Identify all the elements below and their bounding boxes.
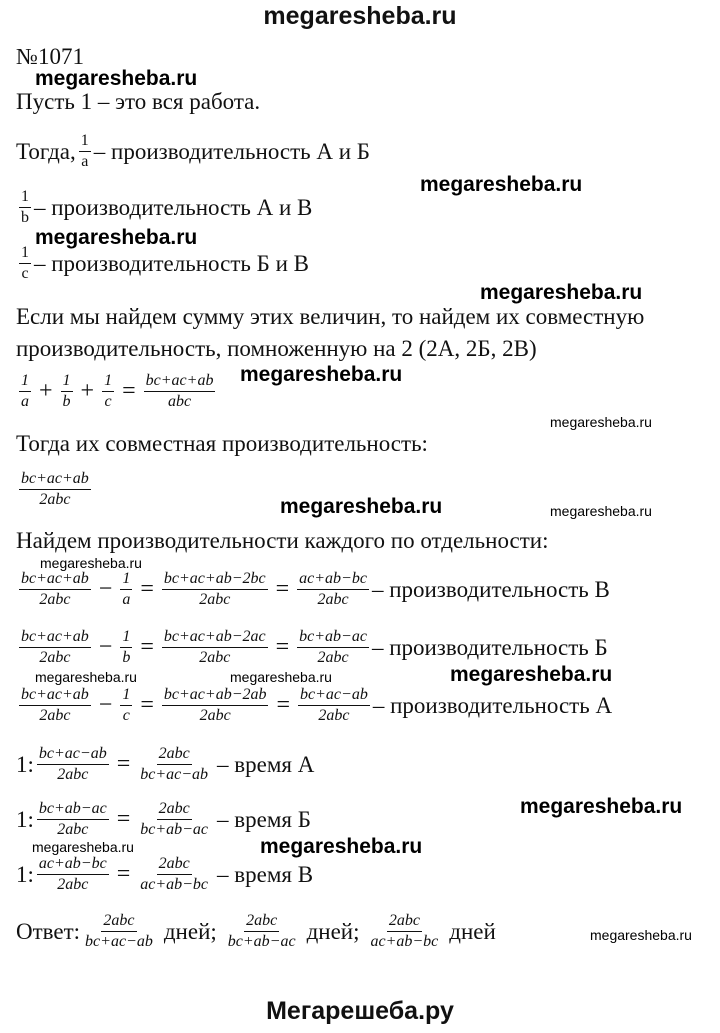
numerator: ac+ab−bc xyxy=(37,855,109,875)
operator: − xyxy=(98,692,113,718)
operator: = xyxy=(140,692,154,718)
fraction xyxy=(138,800,210,839)
text: 1: xyxy=(16,861,34,887)
denominator: 2abc xyxy=(57,821,89,838)
op: + xyxy=(39,378,53,404)
numerator: bc+ac−ab xyxy=(37,745,109,765)
site-header[interactable]: megaresheba.ru xyxy=(263,2,457,30)
numerator: 2abc xyxy=(157,855,192,875)
fraction xyxy=(37,855,109,894)
text-line xyxy=(16,132,370,171)
fraction xyxy=(19,372,31,411)
operator: − xyxy=(98,634,113,660)
numerator: 1 xyxy=(120,628,132,648)
denominator: bc+ac−ab xyxy=(140,766,209,783)
numerator: bc+ab−ac xyxy=(297,628,369,648)
denominator: 2abc xyxy=(199,649,231,666)
numerator: 1 xyxy=(79,132,91,152)
denominator: c xyxy=(104,393,112,410)
numerator: 2abc xyxy=(157,800,192,820)
denominator: b xyxy=(21,209,29,226)
denominator: 2abc xyxy=(317,591,349,608)
watermark: megaresheba.ru xyxy=(35,226,198,249)
fraction xyxy=(297,628,369,667)
fraction xyxy=(162,570,268,609)
text-line: Если мы найдем сумму этих величин, то найдем их совместную xyxy=(16,304,645,329)
answer-line xyxy=(16,912,496,951)
task-number: №1071 xyxy=(16,44,84,69)
denominator: bc+ab−ac xyxy=(140,821,209,838)
watermark: megaresheba.ru xyxy=(40,555,142,571)
fraction xyxy=(162,686,269,725)
numerator: 1 xyxy=(102,372,114,392)
watermark: megaresheba.ru xyxy=(230,669,332,685)
fraction xyxy=(19,244,31,283)
fraction xyxy=(138,745,210,784)
numerator: 2abc xyxy=(157,745,192,765)
fraction xyxy=(19,470,91,509)
operator: = xyxy=(275,576,290,602)
text-line: Найдем производительности каждого по отдельности: xyxy=(16,528,549,553)
denominator: 2abc xyxy=(199,707,231,724)
operator: = xyxy=(116,806,131,832)
fraction xyxy=(37,800,109,839)
numerator: bc+ac+ab xyxy=(19,470,91,490)
row-label: – время Б xyxy=(217,806,311,832)
numerator: bc+ac+ab xyxy=(144,372,216,392)
time-row xyxy=(16,745,314,784)
numerator: 1 xyxy=(120,686,132,706)
numerator: 1 xyxy=(61,372,73,392)
denominator: a xyxy=(122,591,131,608)
productivity-row xyxy=(16,570,610,609)
fraction xyxy=(226,912,298,951)
operator: = xyxy=(275,634,290,660)
numerator: bc+ac+ab xyxy=(19,570,91,590)
time-row xyxy=(16,855,313,894)
text: дней; xyxy=(306,918,360,944)
denominator: 2abc xyxy=(199,591,231,608)
numerator: ac+ab−bc xyxy=(297,570,369,590)
denominator: 2abc xyxy=(57,876,89,893)
denominator: ac+ab−bc xyxy=(370,933,439,950)
denominator: 2abc xyxy=(39,591,71,608)
fraction xyxy=(138,855,210,894)
row-label: – производительность Б xyxy=(371,634,608,660)
fraction xyxy=(144,372,216,411)
numerator: 2abc xyxy=(101,912,136,932)
text: дней xyxy=(449,918,496,944)
joint-fraction xyxy=(16,470,94,509)
numerator: bc+ac+ab xyxy=(19,628,91,648)
fraction xyxy=(120,570,132,609)
text: – производительность А и Б xyxy=(93,138,371,164)
text: 1: xyxy=(16,806,34,832)
watermark: megaresheba.ru xyxy=(550,503,652,519)
fraction xyxy=(162,628,268,667)
fraction xyxy=(19,686,91,725)
denominator: ac+ab−bc xyxy=(140,876,209,893)
denominator: c xyxy=(122,707,130,724)
operator: − xyxy=(98,576,113,602)
operator: = xyxy=(116,751,131,777)
numerator: bc+ac+ab−2bc xyxy=(162,570,268,590)
denominator: abc xyxy=(167,393,192,410)
numerator: 1 xyxy=(120,570,132,590)
numerator: bc+ac+ab−2ab xyxy=(162,686,269,706)
denominator: 2abc xyxy=(317,649,349,666)
watermark: megaresheba.ru xyxy=(280,495,443,518)
text-line: производительность, помноженную на 2 (2А, 2Б, 2В) xyxy=(16,336,537,361)
fraction xyxy=(102,372,114,411)
numerator: bc+ac+ab−2ac xyxy=(162,628,268,648)
fraction xyxy=(120,628,132,667)
row-label: – время А xyxy=(217,751,315,777)
watermark: megaresheba.ru xyxy=(420,173,583,196)
text: – производительность А и В xyxy=(34,194,313,220)
watermark: megaresheba.ru xyxy=(260,835,423,858)
numerator: 1 xyxy=(19,188,31,208)
text-line: Пусть 1 – это вся работа. xyxy=(16,89,261,114)
denominator: c xyxy=(21,265,29,282)
fraction xyxy=(298,686,370,725)
denominator: b xyxy=(122,649,131,666)
answer-label: Ответ: xyxy=(16,918,81,944)
denominator: b xyxy=(62,393,71,410)
productivity-row xyxy=(16,686,612,725)
numerator: bc+ab−ac xyxy=(37,800,109,820)
operator: = xyxy=(140,576,154,602)
denominator: bc+ab−ac xyxy=(227,933,296,950)
time-row xyxy=(16,800,311,839)
op: + xyxy=(80,378,95,404)
fraction xyxy=(79,132,91,171)
denominator: 2abc xyxy=(39,491,71,508)
watermark: megaresheba.ru xyxy=(35,669,137,685)
text: Тогда, xyxy=(16,138,76,164)
denominator: bc+ac−ab xyxy=(85,933,153,950)
text-line xyxy=(16,188,312,227)
operator: = xyxy=(116,861,131,887)
text-line xyxy=(16,244,309,283)
denominator: 2abc xyxy=(39,649,71,666)
text: дней; xyxy=(163,918,217,944)
text-line: Тогда их совместная производительность: xyxy=(16,431,428,456)
row-label: – время В xyxy=(217,861,314,887)
denominator: a xyxy=(81,153,89,170)
op: = xyxy=(122,378,136,404)
fraction xyxy=(19,570,91,609)
watermark: megaresheba.ru xyxy=(450,663,613,686)
text: 1: xyxy=(16,751,34,777)
fraction xyxy=(19,628,91,667)
denominator: 2abc xyxy=(318,707,350,724)
numerator: bc+ac+ab xyxy=(19,686,91,706)
fraction xyxy=(37,745,109,784)
row-label: – производительность А xyxy=(372,692,613,718)
denominator: 2abc xyxy=(39,707,71,724)
numerator: bc+ac−ab xyxy=(298,686,370,706)
fraction xyxy=(83,912,155,951)
row-label: – производительность В xyxy=(371,576,610,602)
operator: = xyxy=(276,692,291,718)
denominator: a xyxy=(21,393,29,410)
watermark: megaresheba.ru xyxy=(550,414,652,430)
sum-equation xyxy=(16,372,218,411)
watermark: megaresheba.ru xyxy=(520,795,683,818)
fraction xyxy=(297,570,369,609)
watermark: megaresheba.ru xyxy=(590,927,692,943)
site-footer[interactable]: Мегарешеба.ру xyxy=(266,997,454,1025)
fraction xyxy=(368,912,440,951)
watermark: megaresheba.ru xyxy=(32,839,134,855)
numerator: 1 xyxy=(19,244,31,264)
watermark: megaresheba.ru xyxy=(480,281,643,304)
operator: = xyxy=(140,634,154,660)
text: – производительность Б и В xyxy=(34,250,309,276)
watermark: megaresheba.ru xyxy=(240,363,403,386)
productivity-row xyxy=(16,628,608,667)
denominator: 2abc xyxy=(57,766,89,783)
fraction xyxy=(19,188,31,227)
numerator: 1 xyxy=(19,372,31,392)
fraction xyxy=(61,372,73,411)
numerator: 2abc xyxy=(244,912,279,932)
fraction xyxy=(120,686,132,725)
numerator: 2abc xyxy=(387,912,422,932)
watermark: megaresheba.ru xyxy=(35,67,198,90)
